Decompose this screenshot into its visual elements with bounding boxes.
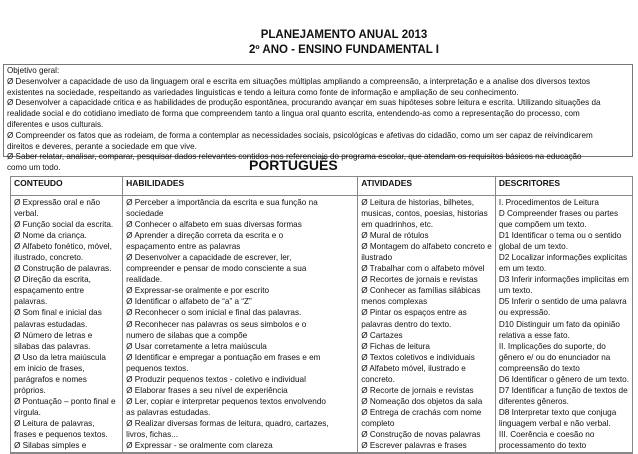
cell-line: próprios.: [14, 385, 46, 395]
table-row: [11, 196, 633, 454]
objective-line: Ø Desenvolver a capacidade de uso da linguagem oral e escrita em situações múltiplas ampliando a compreensão, a interpretação e a analise dos diversos textos: [7, 76, 591, 86]
cell-line: Ø Identificar o alfabeto de “a” a “Z”: [126, 297, 252, 307]
cell-line: as palavras estudadas.: [126, 407, 211, 417]
cell-line: D1 Identificar o tema ou o sentido: [498, 231, 622, 241]
table-header-row: [11, 177, 633, 196]
cell-line: global de um texto.: [498, 242, 569, 252]
cell-line: Ø Aprender a direção correta da escrita e o: [126, 231, 284, 241]
cell-line: silabas das palavras.: [14, 341, 91, 351]
cell-line: Ø Conhecer o alfabeto em suas diversas formas: [126, 220, 302, 230]
cell-line: Ø Montagem do alfabeto concreto e: [361, 242, 492, 252]
cell-line: Ø Expressar-se oralmente e por escrito: [126, 286, 270, 296]
cell-line: Ø Expressar - se oralmente com clareza: [126, 441, 273, 451]
cell-line: palavras.: [14, 297, 48, 307]
cell-conteudo: [11, 196, 123, 454]
cell-descritores: [495, 196, 632, 454]
cell-line: Ø Cartazes: [361, 330, 403, 340]
cell-line: ilustrado: [361, 253, 393, 263]
cell-line: II. Implicações do suporte, do: [498, 341, 606, 351]
header-descritores: DESCRITORES: [495, 177, 632, 196]
cell-line: Ø Número de letras e: [14, 330, 93, 340]
cell-line: Ø Alfabeto fonético, móvel,: [14, 242, 112, 252]
cell-line: Ø Produzir pequenos textos - coletivo e individual: [126, 374, 306, 384]
cell-line: D Compreender frases ou partes: [498, 209, 619, 219]
cell-line: Ø Desenvolver a capacidade de escrever, ler,: [126, 253, 292, 263]
objective-line: diferentes e usos culturais.: [7, 119, 104, 129]
cell-line: Ø Leitura de palavras,: [14, 418, 95, 428]
cell-line: numero de silabas que a compõe: [126, 330, 248, 340]
cell-line: livros, fichas...: [126, 429, 179, 439]
cell-line: D10 Distinguir um fato da opinião: [498, 319, 620, 329]
cell-line: D7 Identificar a função de textos de: [498, 385, 628, 395]
cell-line: realidade.: [126, 275, 163, 285]
cell-line: relativa a esse fato.: [498, 330, 570, 340]
cell-line: concreto.: [361, 374, 395, 384]
objective-line: existentes na sociedade, respeitando as variedades linguisticas e tendo a leitura como fonte de informação e ampliação de seu conhecimento.: [7, 87, 519, 97]
cell-line: sociedade: [126, 209, 164, 219]
cell-line: gênero e/ ou do enunciador na: [498, 352, 611, 362]
cell-line: Ø Pintar os espaços entre as: [361, 308, 467, 318]
planning-table: [10, 176, 633, 454]
objective-line: Ø Desenvolver a capacidade critica e as habilidades de produção espontânea, procurando avançar em suas hipóteses sobre leitura e escrita. Utilizando situações da: [7, 98, 601, 108]
objective-line: realidade social e do cotidiano imediato de forma que compreendem tanto a lingua oral quanto escrita, entendendo-as como a representação do processo, com: [7, 109, 580, 119]
title: PLANEJAMENTO ANUAL 2013: [260, 29, 428, 41]
cell-line: Ø Leitura de historias, bilhetes,: [361, 198, 475, 207]
header-atividades: ATIVIDADES: [358, 177, 496, 196]
cell-line: palavras estudadas.: [14, 319, 88, 329]
cell-line: Ø Trabalhar com o alfabeto móvel: [361, 264, 485, 274]
cell-line: Ø Elaborar frases a seu nível de experiência: [126, 385, 288, 395]
cell-line: Ø Construção de palavras.: [14, 264, 112, 274]
cell-line: diferentes gêneros.: [498, 396, 569, 406]
cell-line: D5 Inferir o sentido de uma palavra: [498, 297, 627, 307]
cell-line: linguagem verbal e não verbal.: [498, 418, 611, 428]
cell-line: que compõem um texto.: [498, 220, 587, 230]
cell-line: palavras dentro do texto.: [361, 319, 452, 329]
cell-line: D8 Interpretar texto que conjuga: [498, 407, 617, 417]
cell-line: ilustrado, concreto.: [14, 253, 84, 263]
cell-line: Ø Reconhecer o som inicial e final das palavras.: [126, 308, 302, 318]
cell-line: Ø Recortes de jornais e revistas: [361, 275, 478, 285]
cell-line: Ø Construção de novas palavras: [361, 429, 481, 439]
cell-line: Ø Escrever palavras e frases: [361, 441, 467, 451]
cell-line: D3 Inferir informações implicitas em: [498, 275, 629, 285]
cell-line: Ø Silabas simples e: [14, 441, 87, 451]
cell-line: Ø Uso da letra maiúscula: [14, 352, 106, 362]
cell-line: D6 Identificar o gênero de um texto.: [498, 374, 629, 384]
cell-line: processamento do texto: [498, 441, 587, 451]
cell-atividades: [358, 196, 496, 454]
objective-line: como um todo.: [7, 163, 61, 173]
cell-line: espaçamento entre: [14, 286, 85, 296]
cell-line: completo: [361, 418, 395, 428]
cell-line: III. Coerência e coesão no: [498, 429, 595, 439]
cell-line: Ø Conhecer as famílias silábicas: [361, 286, 481, 296]
cell-line: em um texto.: [498, 264, 547, 274]
cell-line: Ø Som final e inicial das: [14, 308, 102, 318]
header-habilidades: HABILIDADES: [123, 177, 358, 196]
cell-line: frases e pequenos textos.: [14, 429, 108, 439]
cell-line: compreensão do texto: [498, 363, 580, 373]
cell-line: vírgula.: [14, 407, 41, 417]
cell-habilidades: [123, 196, 358, 454]
objective-line: direitos e deveres, perante a sociedade em que vive.: [7, 141, 197, 151]
objective-line: Objetivo geral:: [7, 66, 60, 75]
cell-line: Ø Realizar diversas formas de leitura, quadro, cartazes,: [126, 418, 329, 428]
cell-line: Ø Perceber a importância da escrita e sua função na: [126, 198, 318, 207]
cell-line: Ø Textos coletivos e individuais: [361, 352, 475, 362]
objective-line: Ø Compreender os fatos que as rodeiam, de forma a contemplar as necessidades sociais, psicológicas e afetivas do cidadão, como um ser capaz de reivindicarem: [7, 130, 593, 140]
objective-line: Ø Saber relatar, analisar, comparar, pesquisar dados relevantes contidos nos referenciais do programa escolar, que atendam os requisitos básicos na educação: [7, 152, 582, 162]
cell-line: Ø Recorte de jornais e revistas: [361, 385, 474, 395]
subject-heading: PORTUGUÊS: [249, 157, 338, 173]
cell-line: verbal.: [14, 209, 39, 219]
cell-line: Ø Nome da criança.: [14, 231, 87, 241]
cell-line: Ø Nomeação dos objetos da sala: [361, 396, 483, 406]
cell-line: um texto.: [498, 286, 533, 296]
cell-line: Ø Usar corretamente a letra maiúscula: [126, 341, 267, 351]
cell-line: Ø Fichas de leitura: [361, 341, 430, 351]
cell-line: I. Procedimentos de Leitura: [498, 198, 599, 207]
cell-line: Ø Identificar e empregar a pontuação em frases e em: [126, 352, 321, 362]
cell-line: compreender e pensar de modo consciente a sua: [126, 264, 307, 274]
cell-line: musicas, contos, poesias, historias: [361, 209, 488, 219]
cell-line: em inicio de frases,: [14, 363, 85, 373]
cell-line: D2 Localizar informações explicitas: [498, 253, 628, 263]
cell-line: Ø Expressão oral e não: [14, 198, 101, 207]
cell-line: pequenos textos.: [126, 363, 189, 373]
cell-line: parágrafos e nomes: [14, 374, 87, 384]
cell-line: em quadrinhos, etc.: [361, 220, 434, 230]
cell-line: Ø Mural de rótulos: [361, 231, 429, 241]
header-conteudo: CONTEUDO: [11, 177, 123, 196]
cell-line: Ø Ler, copiar e interpretar pequenos textos envolvendo: [126, 396, 326, 406]
cell-line: espaçamento entre as palavras: [126, 242, 241, 252]
cell-line: Ø Reconhecer nas palavras os seus simbolos e o: [126, 319, 307, 329]
cell-line: ou expressão.: [498, 308, 551, 318]
cell-line: menos complexas: [361, 297, 428, 307]
cell-line: Ø Pontuação – ponto final e: [14, 396, 116, 406]
cell-line: Ø Função social da escrita.: [14, 220, 114, 230]
subtitle: 2º ANO - ENSINO FUNDAMENTAL I: [249, 44, 439, 56]
cell-line: Ø Entrega de crachás com nome: [361, 407, 482, 417]
document-title: [0, 28, 638, 58]
cell-line: Ø Direção da escrita,: [14, 275, 91, 285]
cell-line: Ø Alfabeto móvel, ilustrado e: [361, 363, 466, 373]
